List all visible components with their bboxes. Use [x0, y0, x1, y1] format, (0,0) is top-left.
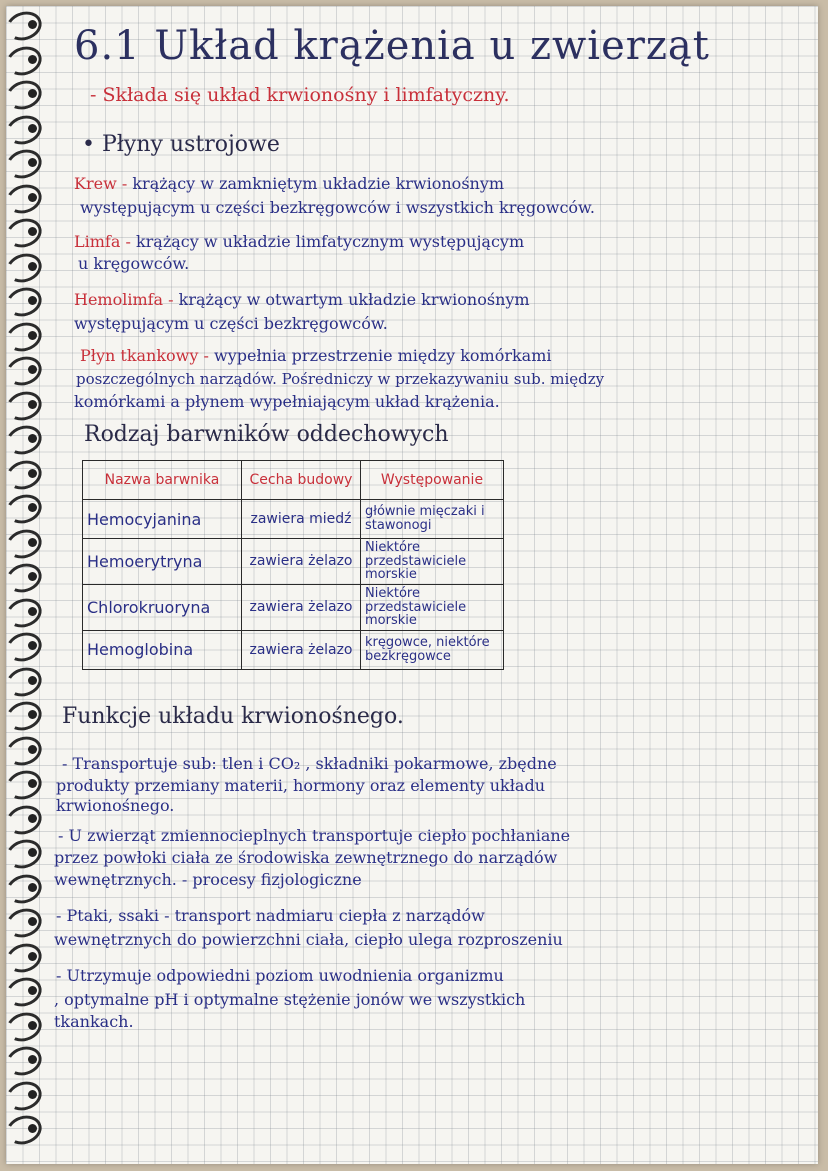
spiral-ring	[3, 939, 46, 977]
spiral-ring	[3, 7, 46, 45]
pigment-name: Hemoglobina	[83, 630, 242, 669]
header-occurrence: Występowanie	[361, 461, 504, 500]
punch-hole	[28, 883, 37, 892]
spiral-ring	[3, 801, 46, 839]
spiral-ring	[3, 1008, 46, 1046]
spiral-ring	[3, 835, 46, 873]
pigment-name: Chlorokruoryna	[83, 584, 242, 630]
spiral-ring	[3, 559, 46, 597]
spiral-ring	[3, 249, 46, 287]
fluid-krew-line2: występującym u części bezkręgowców i wszystkich kręgowców.	[80, 198, 595, 217]
fluid-sep: -	[163, 290, 179, 309]
punch-hole	[28, 331, 37, 340]
fluid-desc: krążący w otwartym układzie krwionośnym	[178, 290, 530, 309]
spiral-ring	[3, 732, 46, 770]
respiratory-pigments-table	[82, 460, 504, 670]
punch-hole	[28, 814, 37, 823]
function-2-line3: wewnętrznych. - procesy fizjologiczne	[54, 870, 362, 889]
spiral-ring	[3, 1042, 46, 1080]
fluid-tkankowy-line2: poszczególnych narządów. Pośredniczy w przekazywaniu sub. między	[76, 370, 605, 388]
function-4-line3: tkankach.	[54, 1012, 134, 1031]
spiral-ring	[3, 421, 46, 459]
punch-hole	[28, 1055, 37, 1064]
function-3-line2: wewnętrznych do powierzchni ciała, ciepło ulega rozproszeniu	[54, 930, 563, 949]
punch-hole	[28, 55, 37, 64]
fluid-term: Płyn tkankowy	[80, 346, 199, 365]
punch-hole	[28, 572, 37, 581]
pigment-occurrence: kręgowce, niektóre bezkręgowce	[361, 630, 504, 669]
punch-hole	[28, 1021, 37, 1030]
punch-hole	[28, 469, 37, 478]
spiral-ring	[3, 111, 46, 149]
fluid-sep: -	[116, 174, 133, 193]
fluid-hemolimfa-line2: występującym u części bezkręgowców.	[74, 314, 388, 333]
fluid-krew-line1	[74, 176, 504, 192]
spiral-ring	[3, 214, 46, 252]
punch-hole	[28, 434, 37, 443]
fluid-desc: krążący w układzie limfatycznym występującym	[135, 232, 525, 251]
spiral-ring	[3, 904, 46, 942]
spiral-ring	[3, 697, 46, 735]
function-1-line1: - Transportuje sub: tlen i CO₂ , składniki pokarmowe, zbędne	[62, 754, 557, 773]
table-row	[83, 500, 504, 539]
subtitle: - Składa się układ krwionośny i limfatyczny.	[90, 84, 510, 106]
spiral-ring	[3, 352, 46, 390]
pigment-feature: zawiera żelazo	[242, 539, 361, 585]
function-1-line2: produkty przemiany materii, hormony oraz elementy układu	[56, 776, 546, 795]
header-feature: Cecha budowy	[242, 461, 361, 500]
function-4-line1: - Utrzymuje odpowiedni poziom uwodnienia organizmu	[56, 966, 504, 985]
spiral-ring	[3, 525, 46, 563]
spiral-binding	[0, 0, 44, 1171]
function-3-line1: - Ptaki, ssaki - transport nadmiaru ciepła z narządów	[56, 906, 485, 925]
fluid-term: Limfa	[74, 232, 121, 251]
spiral-ring	[3, 180, 46, 218]
pigment-occurrence: głównie mięczaki i stawonogi	[361, 500, 504, 539]
fluid-limfa-line1	[74, 234, 524, 250]
spiral-ring	[3, 456, 46, 494]
table-header-row	[83, 461, 504, 500]
pigment-name: Hemocyjanina	[83, 500, 242, 539]
punch-hole	[28, 1124, 37, 1133]
spiral-ring	[3, 766, 46, 804]
spiral-ring	[3, 42, 46, 80]
table-row	[83, 584, 504, 630]
spiral-ring	[3, 1077, 46, 1115]
pigment-feature: zawiera żelazo	[242, 630, 361, 669]
fluid-desc: krążący w zamkniętym układzie krwionośnym	[132, 174, 505, 193]
spiral-ring	[3, 387, 46, 425]
punch-hole	[28, 710, 37, 719]
punch-hole	[28, 779, 37, 788]
punch-hole	[28, 158, 37, 167]
punch-hole	[28, 262, 37, 271]
punch-hole	[28, 227, 37, 236]
punch-hole	[28, 676, 37, 685]
table-row	[83, 630, 504, 669]
punch-hole	[28, 538, 37, 547]
punch-hole	[28, 848, 37, 857]
spiral-ring	[3, 594, 46, 632]
spiral-ring	[3, 283, 46, 321]
spiral-ring	[3, 145, 46, 183]
punch-hole	[28, 745, 37, 754]
fluid-term: Krew	[74, 174, 117, 193]
function-2-line2: przez powłoki ciała ze środowiska zewnętrznego do narządów	[54, 848, 558, 867]
fluid-term: Hemolimfa	[74, 290, 164, 309]
fluid-tkankowy-line3: komórkami a płynem wypełniającym układ krążenia.	[74, 392, 500, 411]
header-name: Nazwa barwnika	[83, 461, 242, 500]
pigment-feature: zawiera miedź	[242, 500, 361, 539]
function-2-line1: - U zwierząt zmiennocieplnych transportuje ciepło pochłaniane	[58, 826, 571, 845]
table-row	[83, 539, 504, 585]
punch-hole	[28, 296, 37, 305]
pigment-occurrence: Niektóre przedstawiciele morskie	[361, 539, 504, 585]
punch-hole	[28, 400, 37, 409]
spiral-ring	[3, 1111, 46, 1149]
function-1-line3: krwionośnego.	[56, 796, 175, 815]
punch-hole	[28, 503, 37, 512]
fluid-desc: wypełnia przestrzenie między komórkami	[214, 346, 552, 365]
functions-title: Funkcje układu krwionośnego.	[62, 704, 404, 729]
pigment-name: Hemoerytryna	[83, 539, 242, 585]
spiral-ring	[3, 973, 46, 1011]
spiral-ring	[3, 628, 46, 666]
spiral-ring	[3, 490, 46, 528]
fluid-sep: -	[198, 346, 214, 365]
punch-hole	[28, 607, 37, 616]
punch-hole	[28, 365, 37, 374]
pigment-occurrence: Niektóre przedstawiciele morskie	[361, 584, 504, 630]
table-title: Rodzaj barwników oddechowych	[84, 422, 449, 447]
page-title: 6.1 Układ krążenia u zwierząt	[74, 23, 710, 69]
section-title: • Płyny ustrojowe	[82, 132, 280, 157]
fluid-sep: -	[120, 232, 136, 251]
spiral-ring	[3, 663, 46, 701]
punch-hole	[28, 917, 37, 926]
pigment-feature: zawiera żelazo	[242, 584, 361, 630]
spiral-ring	[3, 870, 46, 908]
punch-hole	[28, 193, 37, 202]
punch-hole	[28, 89, 37, 98]
punch-hole	[28, 986, 37, 995]
function-4-line2: , optymalne pH i optymalne stężenie jonów we wszystkich	[54, 990, 526, 1009]
fluid-tkankowy-line1	[80, 348, 552, 364]
punch-hole	[28, 1090, 37, 1099]
fluid-hemolimfa-line1	[74, 292, 530, 308]
punch-hole	[28, 20, 37, 29]
punch-hole	[28, 124, 37, 133]
spiral-ring	[3, 318, 46, 356]
spiral-ring	[3, 76, 46, 114]
punch-hole	[28, 641, 37, 650]
punch-hole	[28, 952, 37, 961]
fluid-limfa-line2: u kręgowców.	[78, 254, 190, 273]
